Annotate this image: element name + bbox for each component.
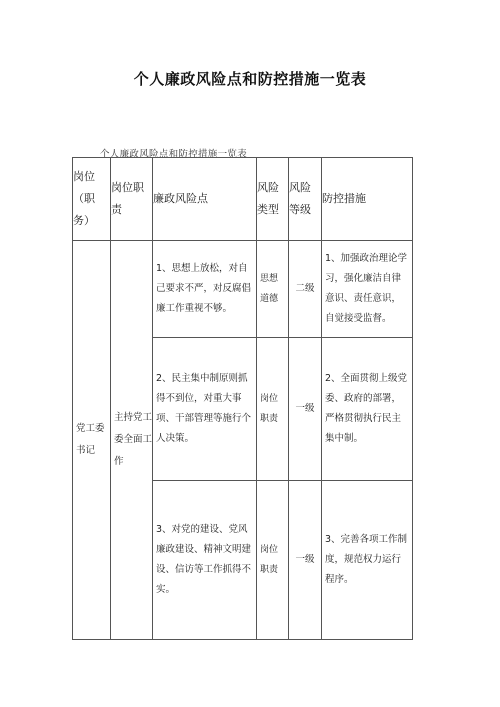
table-row	[73, 241, 413, 338]
measures-text: 2、全面贯彻上级党委、政府的部署，严格贯彻执行民主集中制。	[325, 373, 408, 444]
risk-type-cell	[257, 338, 289, 481]
header-measures: 防控措施	[322, 158, 413, 241]
risk-table	[72, 157, 413, 640]
measures-text: 3、完善各项工作制度，规范权力运行程序。	[325, 534, 408, 585]
risk-point-text: 1、思想上放松，对自己要求不严，对反腐倡廉工作重视不够。	[156, 263, 252, 314]
risk-type-cell	[257, 481, 289, 640]
risk-level-text: 一级	[295, 403, 315, 414]
risk-level-text: 二级	[295, 283, 315, 294]
measures-cell	[322, 241, 413, 338]
risk-type-cell	[257, 241, 289, 338]
risk-level-text: 一级	[295, 554, 315, 565]
risk-point-cell	[153, 338, 257, 481]
header-risk-point: 廉政风险点	[153, 158, 257, 241]
measures-text: 1、加强政治理论学习，强化廉洁自律意识、责任意识，自觉接受监督。	[325, 253, 408, 324]
position-cell	[73, 241, 111, 640]
risk-level-cell	[289, 338, 322, 481]
risk-level-cell	[289, 481, 322, 640]
risk-point-cell	[153, 481, 257, 640]
risk-point-text: 2、民主集中制原则抓得不到位，对重大事项、干部管理等施行个人决策。	[156, 373, 252, 444]
document-title: 个人廉政风险点和防控措施一览表	[133, 70, 367, 88]
measures-cell	[322, 338, 413, 481]
header-position: 岗位（职务）	[73, 158, 111, 241]
table-caption: 个人廉政风险点和防控措施一览表	[100, 149, 248, 160]
risk-type-text: 岗位职责	[260, 545, 279, 575]
table-header-row	[73, 158, 413, 241]
risk-point-text: 3、对党的建设、党风廉政建设、精神文明建设、信访等工作抓得不实。	[156, 524, 252, 595]
header-risk-type: 风险类型	[257, 158, 289, 241]
risk-level-cell	[289, 241, 322, 338]
risk-type-text: 岗位职责	[260, 394, 279, 424]
position-value: 党工委书记	[76, 423, 105, 456]
risk-type-text: 思想道德	[260, 274, 279, 304]
measures-cell	[322, 481, 413, 640]
header-risk-level: 风险等级	[289, 158, 322, 241]
duty-cell	[111, 241, 153, 640]
risk-point-cell	[153, 241, 257, 338]
header-duty: 岗位职责	[111, 158, 153, 241]
duty-value: 主持党工委全面工作	[114, 412, 153, 467]
